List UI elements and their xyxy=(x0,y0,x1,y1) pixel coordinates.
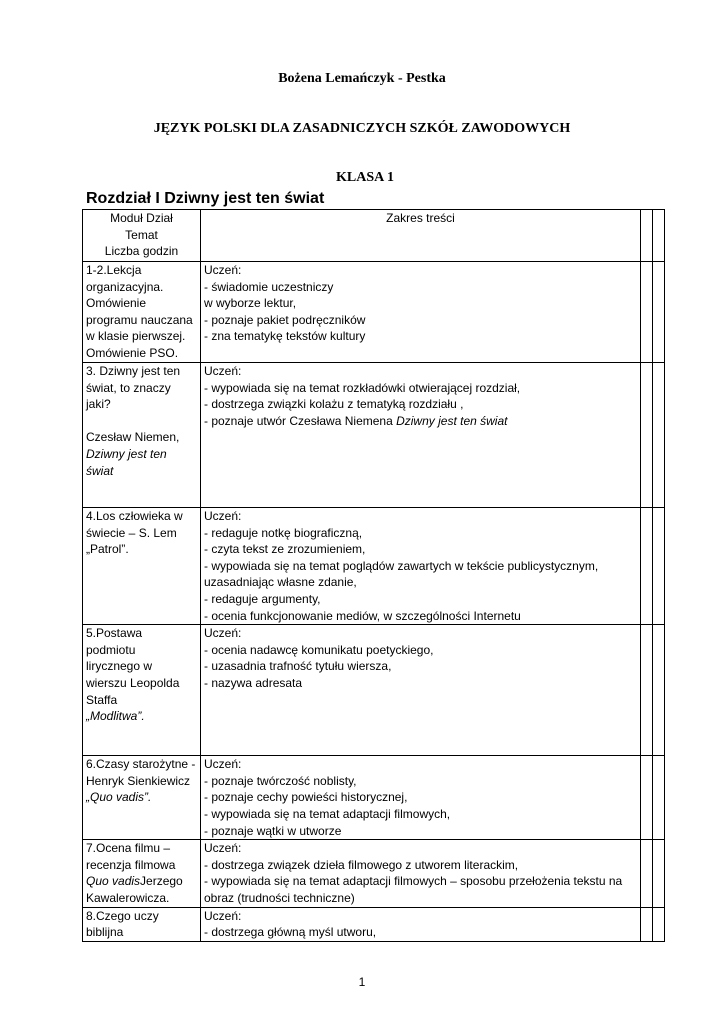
extra-cell xyxy=(653,625,665,756)
extra-cell xyxy=(653,262,665,363)
content-line: Uczeń: xyxy=(204,908,242,923)
content-line: - redaguje notkę biograficzną, xyxy=(204,525,363,540)
topic-line-italic: świat xyxy=(86,463,114,478)
content-cell xyxy=(201,262,641,363)
content-line: Uczeń: xyxy=(204,509,242,523)
topic-line: Staffa xyxy=(86,692,118,707)
topic-line-italic: „Modlitwa”. xyxy=(86,709,145,724)
table-row xyxy=(83,907,665,941)
content-cell xyxy=(201,363,641,508)
extra-cell xyxy=(653,508,665,625)
topic-line: programu nauczana xyxy=(86,312,193,327)
content-line: - dostrzega związki kolażu z tematyką rozdziału , xyxy=(204,397,464,412)
content-line: - poznaje wątki w utworze xyxy=(204,823,342,838)
topic-cell xyxy=(83,363,201,508)
table-row xyxy=(83,508,665,625)
topic-text-italic: Quo vadis xyxy=(86,874,141,889)
topic-line: 1-2.Lekcja xyxy=(86,263,142,277)
table-row xyxy=(83,756,665,840)
extra-cell xyxy=(641,363,653,508)
topic-line: 6.Czasy starożytne - xyxy=(86,757,196,772)
content-line: - czyta tekst ze zrozumieniem, xyxy=(204,542,366,557)
topic-cell xyxy=(83,508,201,625)
extra-cell xyxy=(653,907,665,941)
extra-cell xyxy=(653,756,665,840)
topic-line: Henryk Sienkiewicz xyxy=(86,773,191,788)
header-module-line: Moduł Dział xyxy=(110,211,173,225)
content-line: - świadomie uczestniczy xyxy=(204,279,334,294)
content-line: Uczeń: xyxy=(204,263,242,277)
extra-cell xyxy=(641,508,653,625)
content-line: - dostrzega związek dzieła filmowego z utworem literackim, xyxy=(204,857,519,872)
header-topic-line: Temat xyxy=(125,227,158,242)
topic-text: Jerzego xyxy=(140,874,183,889)
topic-line: recenzja filmowa xyxy=(86,857,176,872)
topic-line: Omówienie xyxy=(86,296,147,311)
topic-cell xyxy=(83,625,201,756)
content-line: Uczeń: xyxy=(204,626,242,641)
content-line: Uczeń: xyxy=(204,841,242,856)
content-line: - wypowiada się na temat poglądów zawartych w tekście publicystycznym, xyxy=(204,558,599,573)
content-cell xyxy=(201,907,641,941)
content-cell xyxy=(201,625,641,756)
topic-line: organizacyjna. xyxy=(86,279,164,294)
topic-line: Czesław Niemen, xyxy=(86,430,180,445)
header-cell-module xyxy=(83,210,201,262)
topic-line xyxy=(86,413,197,430)
content-text: - poznaje utwór Czesława Niemena xyxy=(204,413,397,428)
content-line: - poznaje twórczość noblisty, xyxy=(204,773,357,788)
content-line: Uczeń: xyxy=(204,364,242,378)
content-cell xyxy=(201,508,641,625)
header-cell-extra-1 xyxy=(641,210,653,262)
table-row xyxy=(83,363,665,508)
topic-line xyxy=(86,873,197,890)
topic-line: podmiotu xyxy=(86,642,136,657)
content-line xyxy=(204,413,637,430)
topic-line: „Patrol”. xyxy=(86,542,129,557)
extra-cell xyxy=(641,262,653,363)
curriculum-table xyxy=(82,209,665,942)
topic-line: Omówienie PSO. xyxy=(86,345,179,360)
topic-line: biblijna xyxy=(86,925,124,940)
topic-line-italic: Dziwny jest ten xyxy=(86,446,167,461)
content-line: - ocenia funkcjonowanie mediów, w szczególności Internetu xyxy=(204,608,521,623)
topic-line: Kawalerowicza. xyxy=(86,890,170,905)
topic-cell xyxy=(83,840,201,907)
topic-line: 8.Czego uczy xyxy=(86,908,159,923)
content-line: w wyborze lektur, xyxy=(204,296,297,311)
content-line: - wypowiada się na temat rozkładówki otwierającej rozdział, xyxy=(204,380,521,395)
header-cell-extra-2 xyxy=(653,210,665,262)
table-row xyxy=(83,262,665,363)
grade-label: KLASA 1 xyxy=(336,170,394,185)
content-cell xyxy=(201,840,641,907)
content-line: - uzasadnia trafność tytułu wiersza, xyxy=(204,659,392,674)
content-line: - ocenia nadawcę komunikatu poetyckiego, xyxy=(204,642,434,657)
author-name: Bożena Lemańczyk - Pestka xyxy=(278,71,446,86)
header-cell-content xyxy=(201,210,641,262)
content-line: uzasadniając własne zdanie, xyxy=(204,575,357,590)
content-line: - redaguje argumenty, xyxy=(204,591,321,606)
header-hours-line: Liczba godzin xyxy=(104,244,179,259)
content-line: - zna tematykę tekstów kultury xyxy=(204,329,366,344)
content-line: - poznaje cechy powieści historycznej, xyxy=(204,790,408,805)
topic-line: wierszu Leopolda xyxy=(86,675,180,690)
topic-line: świecie – S. Lem xyxy=(86,525,177,540)
content-line: - nazywa adresata xyxy=(204,675,303,690)
extra-cell xyxy=(641,907,653,941)
topic-line: lirycznego w xyxy=(86,659,153,674)
extra-cell xyxy=(641,756,653,840)
topic-cell xyxy=(83,756,201,840)
content-line: Uczeń: xyxy=(204,757,242,772)
header-content-label: Zakres treści xyxy=(386,211,455,225)
table-header-row xyxy=(83,210,665,262)
extra-cell xyxy=(641,840,653,907)
topic-line: 5.Postawa xyxy=(86,626,143,641)
extra-cell xyxy=(641,625,653,756)
content-line: - poznaje pakiet podręczników xyxy=(204,312,366,327)
topic-line: 3. Dziwny jest ten xyxy=(86,364,181,378)
content-line: obraz (trudności techniczne) xyxy=(204,890,355,905)
topic-cell xyxy=(83,262,201,363)
chapter-title: Rozdział I Dziwny jest ten świat xyxy=(86,190,325,207)
extra-cell xyxy=(653,840,665,907)
topic-cell xyxy=(83,907,201,941)
topic-line: świat, to znaczy xyxy=(86,380,171,395)
topic-line: jaki? xyxy=(86,397,111,412)
content-line: - dostrzega główną myśl utworu, xyxy=(204,925,377,940)
table-row xyxy=(83,840,665,907)
content-text-italic: Dziwny jest ten świat xyxy=(396,413,508,428)
document-subject: JĘZYK POLSKI DLA ZASADNICZYCH SZKÓŁ ZAWODOWYCH xyxy=(153,121,571,136)
content-cell xyxy=(201,756,641,840)
extra-cell xyxy=(653,363,665,508)
topic-line: 4.Los człowieka w xyxy=(86,509,183,523)
topic-line-italic: „Quo vadis”. xyxy=(86,790,152,805)
topic-line: 7.Ocena filmu – xyxy=(86,841,171,856)
page-number: 1 xyxy=(358,975,366,989)
topic-line: w klasie pierwszej. xyxy=(86,329,186,344)
content-line: - wypowiada się na temat adaptacji filmowych, xyxy=(204,806,451,821)
table-row xyxy=(83,625,665,756)
content-line: - wypowiada się na temat adaptacji filmowych – sposobu przełożenia tekstu na xyxy=(204,874,623,889)
